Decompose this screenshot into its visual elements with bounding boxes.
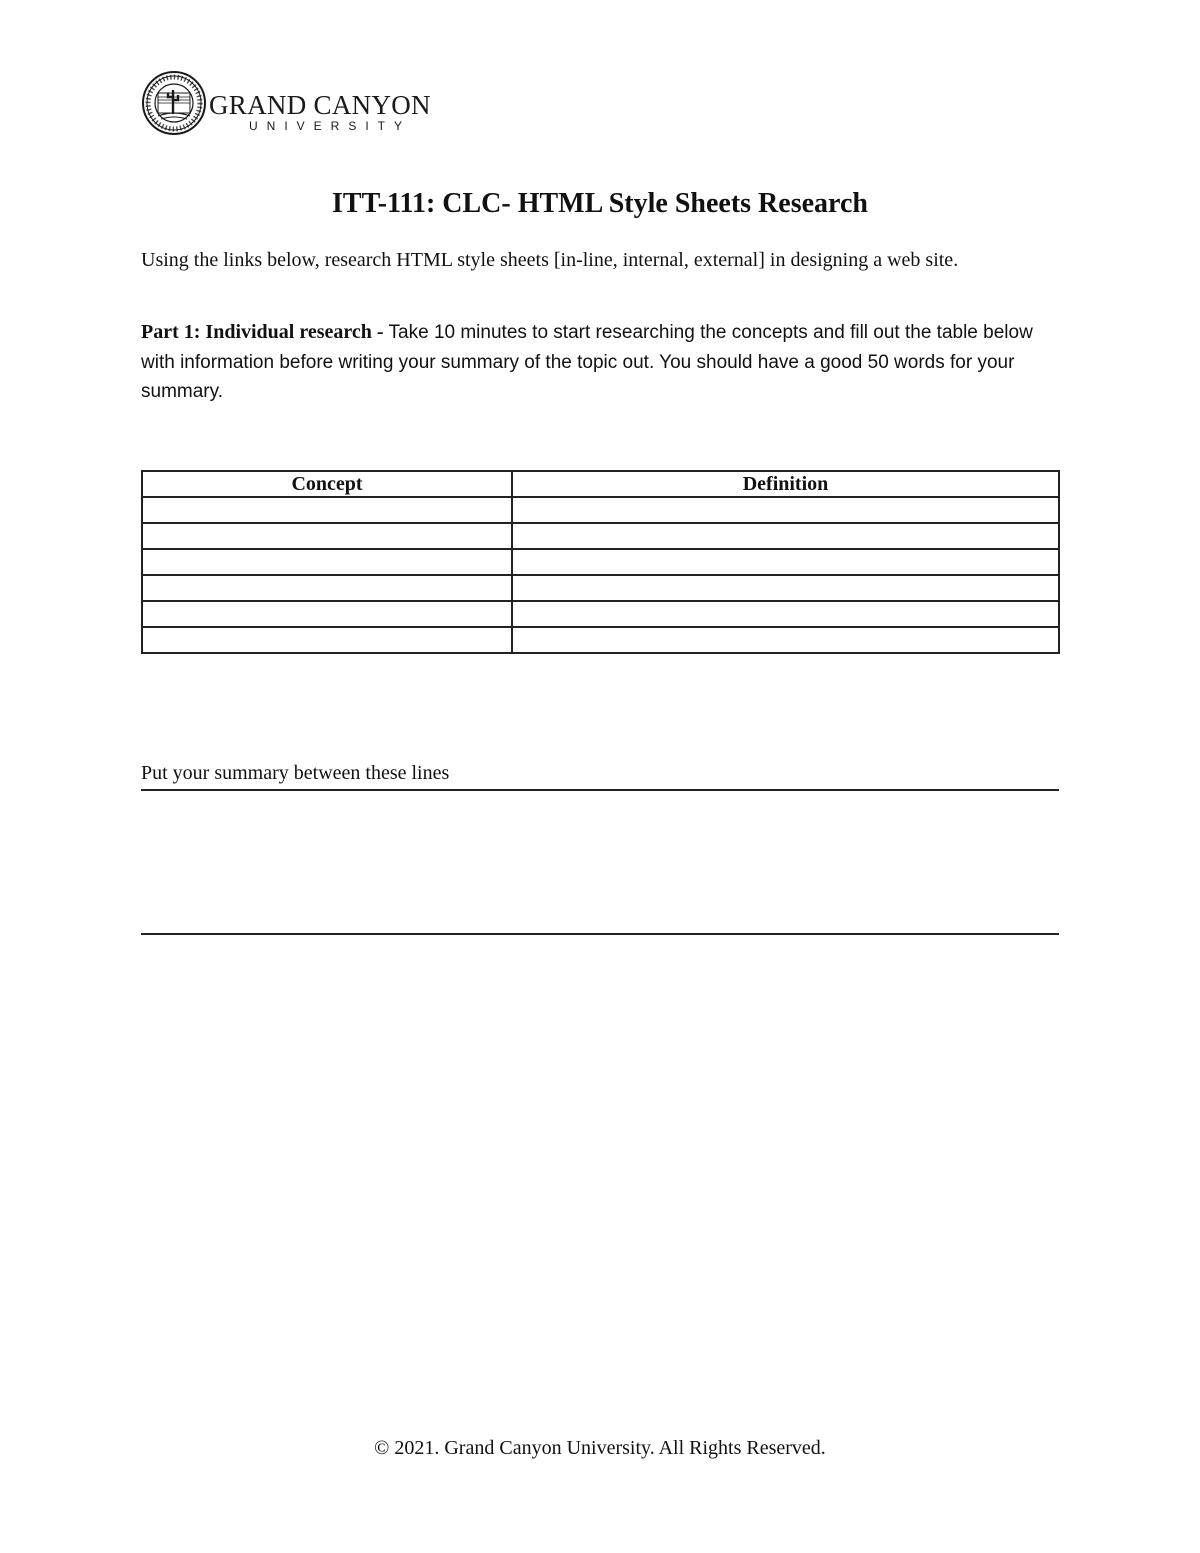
copyright-footer: © 2021. Grand Canyon University. All Rights Reserved.: [374, 1437, 826, 1459]
concept-cell[interactable]: [142, 627, 512, 653]
concept-cell[interactable]: [142, 523, 512, 549]
table-row: [142, 497, 1059, 523]
table-row: [142, 523, 1059, 549]
part1-paragraph: [141, 318, 1071, 407]
definition-cell[interactable]: [512, 523, 1059, 549]
university-logo: [141, 70, 441, 138]
definition-cell[interactable]: [512, 497, 1059, 523]
definition-cell[interactable]: [512, 601, 1059, 627]
definition-cell[interactable]: [512, 627, 1059, 653]
logo-subtitle: UNIVERSITY: [249, 119, 412, 133]
table-row: [142, 601, 1059, 627]
part1-lead: Part 1: Individual research -: [141, 321, 384, 343]
logo-wordmark: GRAND CANYON: [209, 90, 431, 120]
summary-bottom-rule: [141, 933, 1059, 935]
table-header-row: [142, 471, 1059, 497]
university-seal-icon: [141, 70, 207, 136]
concept-header: Concept: [142, 471, 512, 497]
definition-cell[interactable]: [512, 549, 1059, 575]
concept-cell[interactable]: [142, 549, 512, 575]
definition-header: Definition: [512, 471, 1059, 497]
intro-paragraph: Using the links below, research HTML style sheets [in-line, internal, external] in designing a web site.: [141, 249, 959, 271]
concept-cell[interactable]: [142, 575, 512, 601]
concept-cell[interactable]: [142, 601, 512, 627]
summary-top-rule: [141, 789, 1059, 791]
document-title: ITT-111: CLC- HTML Style Sheets Research: [332, 188, 868, 219]
concept-cell[interactable]: [142, 497, 512, 523]
part1-body: Take 10 minutes to start researching the concepts and fill out the table below with information before writing your summary of the topic out. You should have a good 50 words for your summary.: [141, 322, 1033, 402]
concept-table: [141, 470, 1060, 654]
table-row: [142, 575, 1059, 601]
table-row: [142, 549, 1059, 575]
table-row: [142, 627, 1059, 653]
definition-cell[interactable]: [512, 575, 1059, 601]
summary-label: Put your summary between these lines: [141, 762, 450, 784]
